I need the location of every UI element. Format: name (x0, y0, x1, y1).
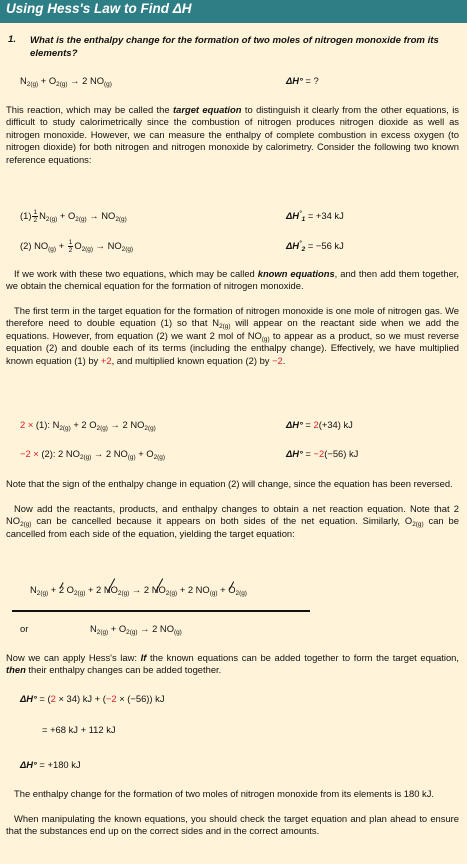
question-number: 1. (8, 34, 17, 45)
paragraph-first-term: The first term in the target equation for the formation of nitrogen monoxide is one mole of nitrogen gas. We therefore need to double equation (1) so that $N_{2(g)}$ will appear on the reactant side when we add the equations. However, from equation (2) we want 2 mol of $NO_{(g)}$ to appear as a product, so we must reverse equation (2) and double each of its terms (including the enthalpy change). Effectively, we have multiplied known equation (1) by +2, and multiplied known equation (2) by −2. (6, 305, 459, 366)
known-equation-1-enthalpy: $\Delta H^\circ_1 = +34$ kJ (286, 210, 344, 223)
cancelled-coefficient: 2 (59, 582, 64, 598)
fraction-one-half: $\frac{1}{2}$ (68, 239, 73, 255)
paragraph-add-reactants: Now add the reactants, products, and enthalpy changes to obtain a net reaction equation. Note that 2 $NO_{2(g)}$ can be cancelled because it appears on both sides of the net equation. Similarly, $O_{2(g)}$ can be cancelled from each side of the equation, yielding the target equation: (6, 503, 459, 539)
known-equation-1-formula: (1) $\frac{1}{2}$ $N_{2(g)} + O_{2(g)} \to NO_{2(g)}$ (20, 209, 127, 225)
fraction-one-half: $\frac{1}{2}$ (33, 209, 38, 225)
known-equation-2-formula: (2) $NO_{(g)}$ + $\frac{1}{2}$ $O_{2(g)} \to NO_{2(g)}$ (20, 239, 134, 255)
cancelled-term: O (228, 582, 235, 598)
net-equation-simplified (20, 621, 460, 637)
calculation-result: ΔH° = +180 kJ (20, 759, 81, 770)
target-equation (20, 73, 460, 89)
calculation-line-1: ΔH° = (2 × 34) kJ + (−2 × (−56)) kJ (20, 693, 165, 704)
paragraph-known-equations: If we work with these two equations, which may be called known equations, and then add them together, we obtain the chemical equation for the formation of nitrogen monoxide. (6, 268, 459, 292)
section-title: Using Hess's Law to Find ΔH (6, 1, 192, 16)
known-equation-1 (20, 208, 460, 224)
paragraph-sign-note: Note that the sign of the enthalpy change in equation (2) will change, since the equation has been reversed. (6, 478, 453, 489)
paragraph-planning-tip: When manipulating the known equations, you should check the target equation and plan ahead to ensure that the substances end up on the correct sides and in the correct amounts. (6, 813, 459, 837)
simplified-formula: $N_{2(g)} + O_{2(g)} \to 2$ $NO_{(g)}$ (90, 623, 182, 636)
scaled-equation-2-enthalpy: ΔH° = −2(−56) kJ (286, 448, 359, 459)
known-equation-2-enthalpy: $\Delta H^\circ_2 = -56$ kJ (286, 240, 344, 253)
section-header (0, 0, 467, 23)
calculation-line-2: = +68 kJ + 112 kJ (42, 724, 116, 735)
target-equation-enthalpy: ΔH° = ? (286, 75, 319, 86)
scaled-equation-2 (20, 446, 460, 462)
or-label: or (20, 623, 29, 634)
paragraph-hess-law: Now we can apply Hess's law: If the known equations can be added together to form the target equation, then their enthalpy changes can be added together. (6, 652, 459, 676)
scaled-equation-1-formula: 2 × (1): $N_{2(g)} + 2$ $O_{2(g)} \to 2$ $NO_{2(g)}$ (20, 419, 156, 432)
summation-rule (12, 610, 310, 612)
cancelled-term: NO (152, 582, 166, 598)
scaled-equation-1 (20, 417, 460, 433)
net-equation: $N_{2(g)} + 2$ $O_{2(g)} + 2$ $NO_{2(g)} \to 2$ $NO_{2(g)} + 2$ $NO_{(g)} + O_{2(g)}$ (30, 584, 247, 597)
scaled-equation-1-enthalpy: ΔH° = 2(+34) kJ (286, 419, 353, 430)
cancelled-term: NO (104, 582, 118, 598)
term-target-equation: target equation (172, 104, 242, 115)
known-equation-2 (20, 238, 460, 254)
question-text: What is the enthalpy change for the formation of two moles of nitrogen monoxide from its elements? (30, 35, 439, 59)
paragraph-conclusion: The enthalpy change for the formation of two moles of nitrogen monoxide from its elements is 180 kJ. (14, 788, 435, 799)
term-known-equations: known equations (257, 268, 335, 279)
scaled-equation-2-formula: −2 × (2): 2 $NO_{2(g)} \to 2$ $NO_{(g)} + O_{2(g)}$ (20, 448, 165, 461)
paragraph-intro: This reaction, which may be called the target equation to distinguish it clearly from the other equations, is difficult to study calorimetrically since the combustion of nitrogen produces nitrogen dioxide as well as nitrogen monoxide. However, we can measure the enthalpy of complete combustion in excess oxygen (to nitrogen dioxide) for both nitrogen and nitrogen monoxide by calorimetry. Consider the following two known reference equations: (6, 104, 459, 165)
target-equation-formula: $N_{2(g)} + O_{2(g)} \to 2$ $NO_{(g)}$ (20, 75, 112, 88)
